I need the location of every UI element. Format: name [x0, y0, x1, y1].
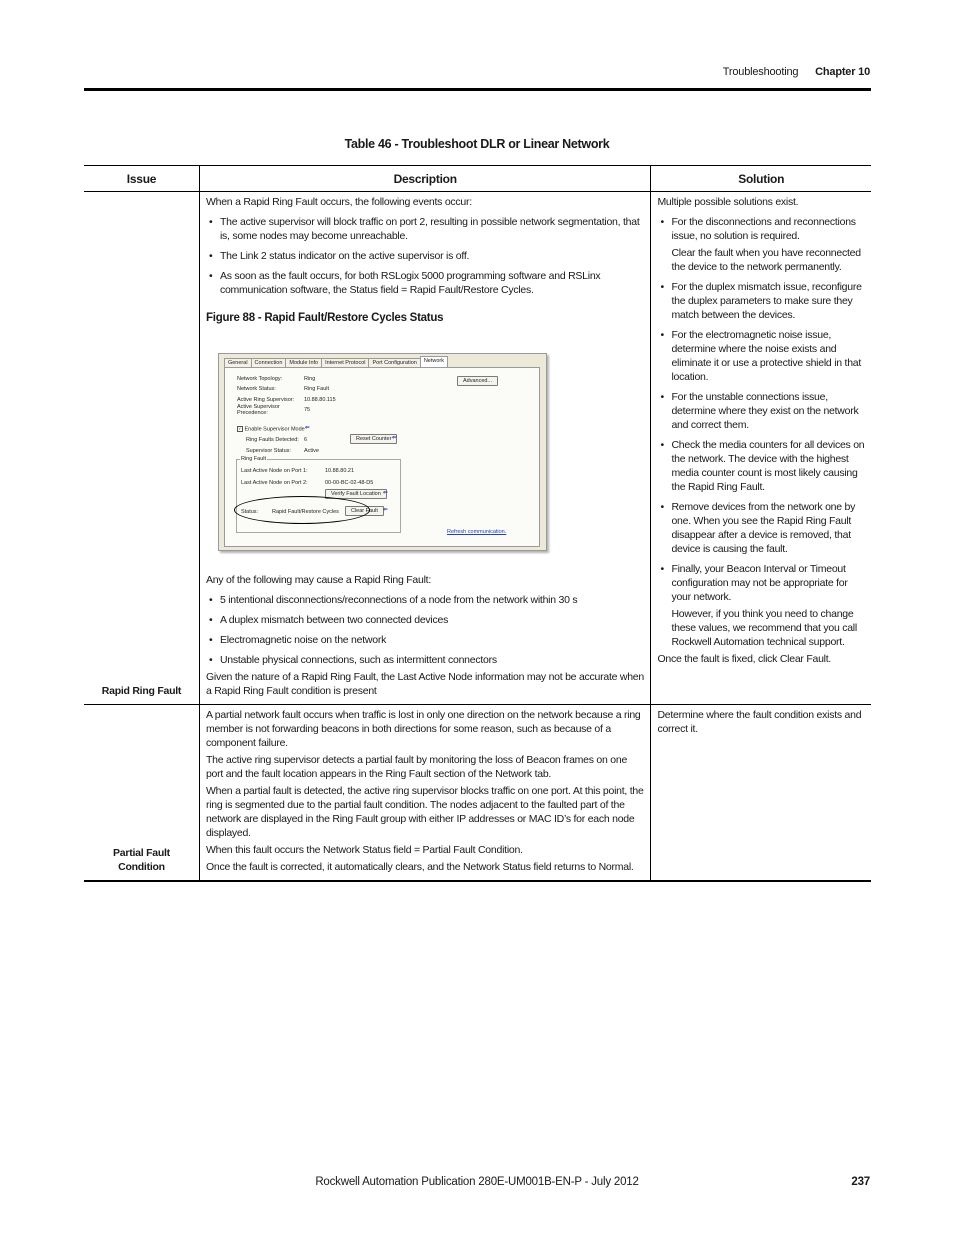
table-caption: Table 46 - Troubleshoot DLR or Linear Network — [344, 137, 610, 151]
list-item: • For the unstable connections issue, determine where they exist on the network and correct them. — [657, 390, 865, 432]
description-cell — [199, 705, 650, 882]
troubleshoot-table — [84, 165, 871, 882]
checkmark-icon: ✓ — [238, 426, 242, 431]
header-section: Troubleshooting — [722, 66, 799, 78]
supervisor-status-value: Active — [303, 448, 319, 454]
ring-fault-group-title: Ring Fault — [240, 456, 267, 462]
tab-general[interactable]: General — [224, 358, 252, 369]
enable-supervisor-label: Enable Supervisor Mode — [244, 426, 305, 433]
list-item — [657, 562, 865, 649]
list-item: • As soon as the fault occurs, for both RSLogix 5000 programming software and RSLinx communication software, the Status field = Rapid Fault/Restore Cycles. — [206, 269, 644, 297]
causes-intro: Any of the following may cause a Rapid Ring Fault: — [205, 574, 432, 586]
solution-intro: Multiple possible solutions exist. — [657, 196, 799, 208]
description-cell — [199, 192, 650, 705]
network-topology-value: Ring — [303, 376, 316, 382]
column-header-issue: Issue — [84, 166, 199, 192]
events-list — [206, 215, 644, 297]
description-paragraph: When a partial fault is detected, the active ring supervisor blocks traffic on one port. At this point, the ring is segmented due to the partial fault condition. The nodes adjacent to the faulted part of the network are displayed in the Ring Fault group with either IP addresses or MAC ID’s for each node displayed. — [205, 785, 644, 839]
precedence-value: 75 — [303, 407, 311, 413]
last-node-port2-value: 00-00-BC-02-48-D5 — [324, 480, 374, 486]
list-item: • Check the media counters for all devices on the network. The device with the highest media counter count is most likely causing the Rapid Ring Fault. — [657, 438, 865, 494]
solution-cell — [651, 705, 871, 882]
last-node-port1-value: 10.88.80.21 — [324, 468, 355, 474]
network-status-value: Ring Fault — [303, 386, 330, 392]
last-node-port2-label: Last Active Node on Port 2: — [240, 480, 308, 486]
ring-faults-value: 6 — [303, 437, 308, 443]
reset-counter-button[interactable]: Reset Counter — [350, 434, 397, 444]
solution-outro: Once the fault is fixed, click Clear Fault. — [657, 653, 832, 665]
description-paragraph: Once the fault is corrected, it automatically clears, and the Network Status field returns to Normal. — [205, 861, 634, 873]
table-row — [84, 705, 871, 882]
precedence-label: Active Supervisor Precedence: — [236, 404, 280, 416]
tab-connection[interactable]: Connection — [251, 358, 287, 369]
description-paragraph: The active ring supervisor detects a partial fault by monitoring the loss of Beacon frames on one port and the fault location appears in the Ring Fault section of the Network tab. — [205, 754, 628, 780]
list-item: • The Link 2 status indicator on the active supervisor is off. — [206, 249, 644, 263]
active-supervisor-value: 10.88.80.115 — [303, 397, 336, 403]
status-value: Rapid Fault/Restore Cycles — [271, 509, 339, 515]
status-label: Status: — [240, 509, 259, 515]
table-header-row — [84, 166, 871, 192]
description-intro: When a Rapid Ring Fault occurs, the following events occur: — [205, 196, 472, 208]
list-item: • 5 intentional disconnections/reconnections of a node from the network within 30 s — [206, 593, 644, 607]
supervisor-status-label: Supervisor Status: — [245, 448, 291, 454]
network-tab-pane — [224, 367, 540, 547]
causes-list — [206, 593, 644, 667]
page-number: 237 — [851, 1176, 870, 1188]
table-row — [84, 192, 871, 705]
list-item: • Unstable physical connections, such as intermittent connectors — [206, 653, 644, 667]
tab-module-info[interactable]: Module Info — [285, 358, 322, 369]
pointer-arrow-icon: ⇐ — [382, 490, 388, 496]
list-item: • Electromagnetic noise on the network — [206, 633, 644, 647]
column-header-description: Description — [199, 166, 650, 192]
clear-fault-button[interactable]: Clear Fault — [345, 506, 384, 516]
list-item: • The active supervisor will block traffic on port 2, resulting in possible network segmentation, that is, some nodes may become unreachable. — [206, 215, 644, 243]
list-item-text: For the disconnections and reconnections issue, no solution is required. — [671, 216, 856, 242]
status-highlight-ellipse — [234, 496, 370, 524]
last-node-port1-label: Last Active Node on Port 1: — [240, 468, 308, 474]
list-item: • A duplex mismatch between two connected devices — [206, 613, 644, 627]
verify-fault-location-button[interactable]: Verify Fault Location — [325, 489, 387, 499]
network-topology-label: Network Topology: — [236, 376, 283, 382]
enable-supervisor-checkbox[interactable] — [237, 426, 305, 432]
pointer-arrow-icon: ⇐ — [382, 507, 388, 513]
pointer-arrow-icon: ⇐ — [391, 435, 397, 441]
active-supervisor-label: Active Ring Supervisor: — [236, 397, 295, 403]
list-item-subtext: However, if you think you need to change these values, we recommend that you call Rockwell Automation technical support. — [671, 608, 857, 648]
issue-label: Rapid Ring Fault — [101, 685, 182, 697]
solutions-list — [657, 215, 865, 649]
network-status-label: Network Status: — [236, 386, 276, 392]
header-chapter: Chapter 10 — [815, 66, 870, 78]
description-paragraph: A partial network fault occurs when traffic is lost in only one direction on the network because a ring member is not forwarding beacons in both directions for some reason, such as because of a component failure. — [205, 709, 641, 749]
list-item: • Remove devices from the network one by one. When you see the Rapid Ring Fault disappear after a device is removed, that device is causing the fault. — [657, 500, 865, 556]
tab-internet-protocol[interactable]: Internet Protocol — [321, 358, 369, 369]
pointer-arrow-icon: ⇐ — [304, 425, 310, 431]
figure-caption: Figure 88 - Rapid Fault/Restore Cycles Status — [205, 312, 444, 324]
description-note: Given the nature of a Rapid Ring Fault, the Last Active Node information may not be accurate when a Rapid Ring Fault condition is present — [205, 671, 644, 697]
list-item: • For the electromagnetic noise issue, determine where the noise exists and eliminate it or use a protective shield in that location. — [657, 328, 865, 384]
list-item: • For the duplex mismatch issue, reconfigure the duplex parameters to make sure they match between the devices. — [657, 280, 865, 322]
tab-network[interactable]: Network — [420, 356, 448, 367]
column-header-solution: Solution — [651, 166, 871, 192]
solution-text: Determine where the fault condition exists and correct it. — [657, 709, 862, 735]
issue-cell — [84, 705, 199, 882]
list-item-subtext: Clear the fault when you have reconnected the device to the network permanently. — [671, 247, 861, 273]
tab-port-configuration[interactable]: Port Configuration — [368, 358, 420, 369]
ring-faults-label: Ring Faults Detected: — [245, 437, 299, 443]
issue-label: Partial Fault Condition — [113, 847, 170, 873]
list-item-text: Finally, your Beacon Interval or Timeout configuration may not be appropriate for your network. — [671, 563, 848, 603]
publication-info: Rockwell Automation Publication 280E-UM001B-EN-P - July 2012 — [315, 1176, 639, 1188]
description-paragraph: When this fault occurs the Network Status field = Partial Fault Condition. — [205, 844, 523, 856]
issue-cell — [84, 192, 199, 705]
network-tab-screenshot — [218, 353, 547, 551]
header-rule — [84, 88, 871, 91]
running-header — [723, 66, 870, 78]
refresh-communication-link[interactable]: Refresh communication. — [446, 529, 507, 535]
list-item — [657, 215, 865, 274]
solution-cell — [651, 192, 871, 705]
advanced-button[interactable]: Advanced... — [457, 376, 498, 386]
